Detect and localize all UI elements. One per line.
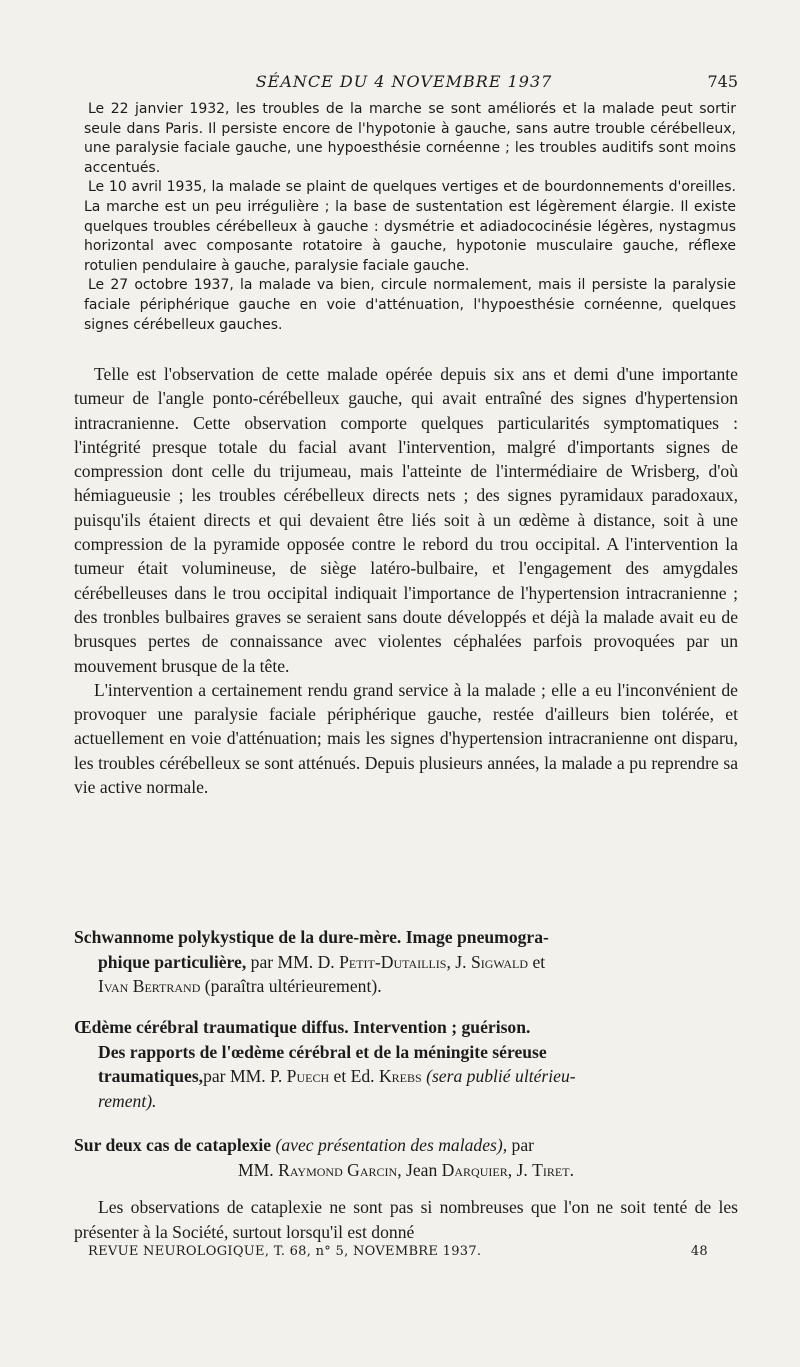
author-name: Tiret: [532, 1159, 570, 1180]
closing-paragraph: Les observations de cataplexie ne sont pas si nombreuses que l'on ne soit tenté de les présenter à la Société, surtout lorsqu'il est donné: [74, 1197, 738, 1242]
communication-title: Œdème cérébral traumatique diffus. Intervention ; guérison.: [74, 1017, 531, 1037]
author-name: Sigwald: [470, 951, 529, 972]
communication-title: Sur deux cas de cataplexie: [74, 1135, 272, 1155]
case-note-1932: Le 22 janvier 1932, les troubles de la marche se sont améliorés et la malade peut sortir seule dans Paris. Il persiste encore de l'hypotonie à gauche, sans autre trouble cérébelleux, une paralysie faciale gauche, une hypoesthésie cornéenne ; les troubles auditifs sont moins accentués.: [84, 101, 736, 176]
communication-authors-continued: Ivan Bertrand (paraîtra ultérieurement).: [98, 976, 382, 997]
signature-number: 48: [690, 1244, 708, 1259]
page-number: 745: [707, 72, 738, 91]
case-note-1935: Le 10 avril 1935, la malade se plaint de quelques vertiges et de bourdonnements d'oreilles. La marche est un peu irrégulière ; la base de sustentation est légèrement élargie. Il existe quelques troubles cérébelleux à gauche : dysmétrie et adiadococinésie légères, nystagmus horizontal avec composante rotatoire à gauche, hypotonie musculaire gauche, réflexe rotulien pendulaire à gauche, paralysie faciale gauche.: [84, 179, 736, 274]
discussion-paragraph-2: L'intervention a certainement rendu grand service à la malade ; elle a eu l'inconvénient de provoquer une paralysie faciale périphérique gauche, restée d'ailleurs bien tolérée, et actuellement en voie d'atténuation; mais les signes d'hypertension intracranienne ont disparu, les troubles cérébelleux se sont atténués. Depuis plusieurs années, la malade a pu reprendre sa vie active normale.: [74, 679, 738, 798]
author-name: Puech: [286, 1066, 330, 1087]
author-name: Petit-Dutaillis: [339, 951, 447, 972]
running-header: [70, 72, 738, 96]
case-note-1937: Le 27 octobre 1937, la malade va bien, circule normalement, mais il persiste la paralysie faciale périphérique gauche en voie d'atténuation, l'hypoesthésie cornéenne, quelques signes cérébelleux gauches.: [84, 277, 736, 333]
communication-cataplexie: Sur deux cas de cataplexie (avec présentation des malades), par MM. Raymond Garcin, Jean Darquier, J. Tiret.: [74, 1135, 574, 1180]
journal-reference: REVUE NEUROLOGIQUE, T. 68, n° 5, NOVEMBRE 1937.: [88, 1244, 482, 1259]
case-notes: [84, 100, 736, 335]
author-name: Darquier: [441, 1159, 508, 1180]
communication-schwannome: [74, 925, 738, 999]
discussion-paragraph-1: Telle est l'observation de cette malade opérée depuis six ans et demi d'une importante tumeur de l'angle ponto-cérébelleux gauche, qui avait entraîné des signes d'hypertension intracranienne. Cette observation comporte quelques particularités symptomatiques : l'intégrité presque totale du facial avant l'intervention, malgré d'importants signes de compression dont celle du trijumeau, mais l'atteinte de l'intermédiaire de Wrisberg, d'où hémiagueusie ; les troubles cérébelleux directs nets ; des signes pyramidaux paradoxaux, puisqu'ils étaient directs et qui devaient être liés soit à un œdème à distance, soit à une compression de la pyramide opposée contre le rebord du trou occipital. A l'intervention la tumeur était volumineuse, de siège latéro-bulbaire, et l'engagement des amygdales cérébelleuses dans le trou occipital indiquait l'importance de l'hypertension intracranienne ; des tronbles bulbaires graves se seraient sans doute développés et déjà la malade avait eu de brusques pertes de connaissance avec violentes céphalées parfois provoquées par un mouvement brusque de la tête.: [74, 364, 738, 676]
communication-title-continued: phique particulière, par MM. D. Petit-Dutaillis, J. Sigwald et: [98, 951, 546, 972]
page-footer: [88, 1244, 708, 1259]
author-name: Krebs: [378, 1066, 422, 1087]
discussion: [74, 362, 738, 799]
communication-title: Schwannome polykystique de la dure-mère. Image pneumogra-: [74, 927, 549, 947]
session-title: SÉANCE DU 4 NOVEMBRE 1937: [255, 72, 553, 91]
closing-text: [74, 1195, 738, 1245]
author-name: Raymond Garcin: [278, 1159, 398, 1180]
communication-oedeme: Œdème cérébral traumatique diffus. Intervention ; guérison. Des rapports de l'œdème cérébral et de la méningite séreuse traumatiques,par MM. P. Puech et Ed. Krebs (sera publié ultérieu- rement).: [74, 1017, 576, 1111]
author-name: Ivan Bertrand: [98, 976, 201, 997]
